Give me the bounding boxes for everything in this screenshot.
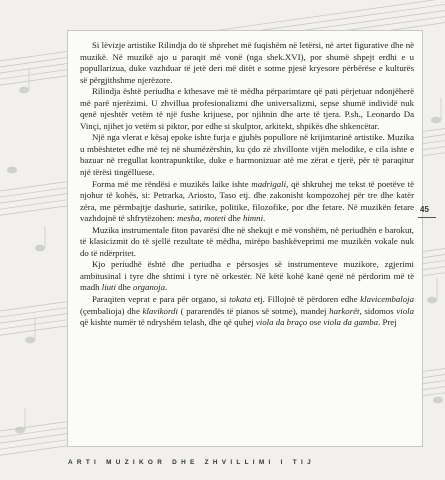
italic-term: klavicembaloja — [360, 294, 414, 305]
text-run: (çembalioja) dhe — [80, 305, 143, 316]
text-run: , që shkruhej me tekst të poetëve të njohur të kohës, si: Petrarka, Ariosto, Taso etj. dhe zakonisht kompozohej për tre dhe katër zëra, me përmbajtje dashurie, satirike, politike, filozofike, por dhe fetare. Në muzikën fetare vazhdojnë të shfrytëzohen: — [80, 178, 415, 224]
paragraph — [80, 40, 414, 86]
text-run: , sidomos — [359, 305, 397, 316]
text-run: Paraqiten veprat e para për organo, si — [92, 294, 230, 305]
text-run: etj. Fillojnë të përdoren edhe — [251, 294, 361, 305]
body-text — [80, 40, 414, 329]
text-run: . Prej — [378, 317, 397, 328]
page-number: 45 — [420, 205, 429, 214]
italic-term: liuti — [101, 282, 116, 293]
paragraph — [80, 132, 414, 178]
paragraph — [80, 294, 414, 329]
italic-term: organoja — [133, 282, 165, 293]
paragraph — [80, 259, 414, 294]
italic-term: mesha, moteti — [176, 213, 226, 224]
italic-term: madrigali — [251, 178, 287, 189]
text-run: . — [164, 282, 168, 293]
italic-term: harkorët — [329, 305, 360, 316]
running-footer: ARTI MUZIKOR DHE ZHVILLIMI I TIJ — [68, 459, 315, 466]
italic-term: viola — [396, 305, 414, 316]
page-number-rule — [418, 217, 436, 218]
text-run: Rilindja është periudha e kthesave më të mëdha përparimtare që pati përjetuar ndonjëherë më parë njerëzimi. U zhvillua profesionalizmi dhe universalizmi, sepse shumë individë nuk qenë njeshtër vetëm të një fushe krijuese, por njihnin dhe arte të tjera. P.sh., Leonardo Da Vinçi, njihet jo vetëm si piktor, por edhe si skulptor, arkitekt, shpikës dhe shkencëtar. — [80, 86, 414, 131]
italic-term: tokata — [229, 294, 252, 305]
paragraph — [80, 225, 414, 260]
italic-term: viola da gamba — [323, 317, 379, 328]
italic-term: himni — [242, 213, 264, 224]
text-run: Një nga vlerat e kësaj epoke ishte furja e gjuhës popullore në krijimtarinë artistike. Muzika u mbështetet edhe më tej në shumëzërshin, ku çdo zë zhvillonte vijën melodike, e cila ishte e bazuar në rregullat kontrapunktike, duke e harmonizuar atë me zërat e tjerë, për të paraqitur një tërësi tingëlluese. — [80, 132, 414, 178]
text-run: dhe — [115, 282, 134, 293]
text-run: që kishte numër të ndryshëm telash, dhe që quhej — [80, 317, 256, 328]
text-run: ose — [307, 317, 324, 328]
paragraph — [80, 179, 414, 225]
text-run: Muzika instrumentale fiton pavarësi dhe në shekujt e më vonshëm, në periudhën e barokut, të klasicizmit do të sjellë rezultate të mëdha, mirëpo bashkëveprimi me muzikën vokale nuk do të ndërpritet. — [80, 224, 414, 258]
text-run: Forma më me rëndësi e muzikës laike ishte — [92, 178, 252, 189]
italic-term: viola da braço — [255, 317, 308, 328]
text-run: Kjo periudhë është dhe periudha e përsosjes së instrumenteve muzikore, zgjerimi ambitusinal i tyre dhe shtimi i tyre në orkestër. Në këtë kohë kanë qenë në përdorim më të madh — [80, 259, 414, 293]
text-run: Si lëvizje artistike Rilindja do të shprehet më fuqishëm në letërsi, në artet figurative dhe në muzikë. Në muzikë ajo u paraqit më vonë (nga shek.XVI), por shumë shpejt erdhi e u popullarizua, duke vazhduar të jetë deri më ditët e sotme pjesë kryesore përbërëse e kulturës së përgjithshme njerëzore. — [80, 40, 414, 85]
text-run: dhe — [225, 213, 243, 224]
text-run: ( pararendës të pianos së sotme), mandej — [177, 305, 330, 316]
italic-term: klavikordi — [142, 305, 178, 316]
text-run: . — [263, 213, 266, 224]
paragraph — [80, 86, 414, 132]
